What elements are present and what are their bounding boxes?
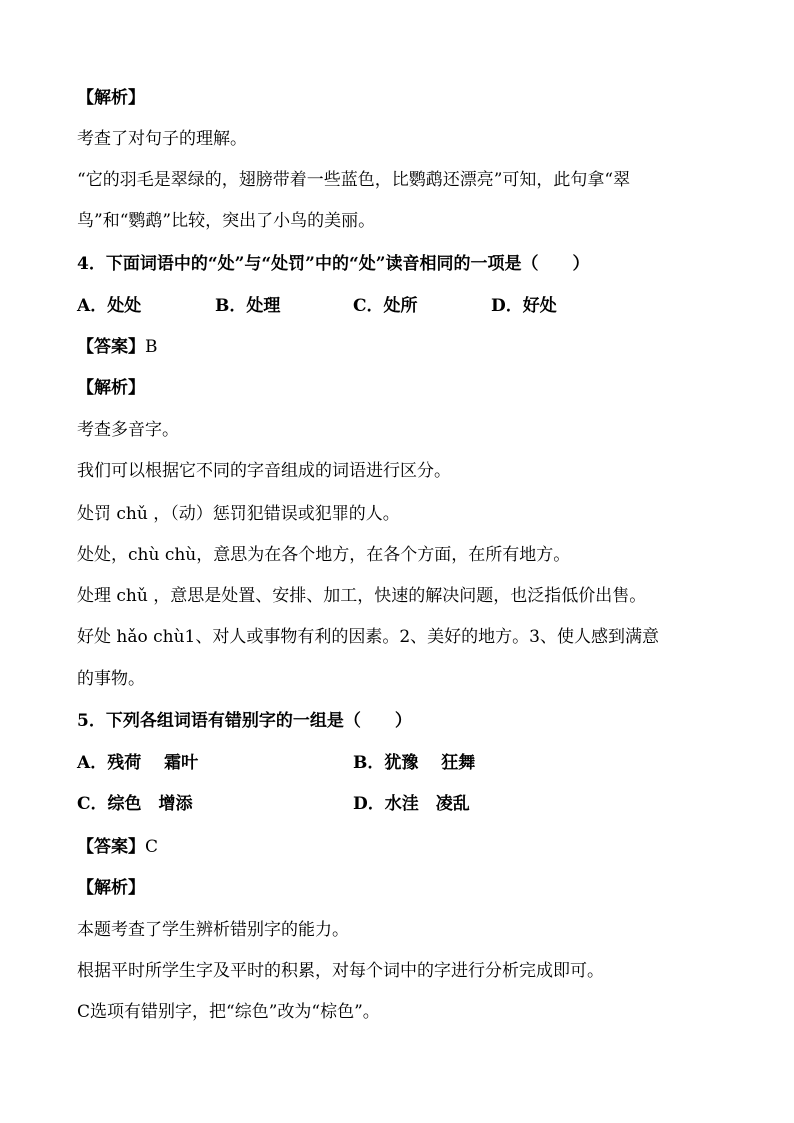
q3-analysis-line-1: 考查了对句子的理解。 <box>77 129 247 149</box>
q4-answer-value: B <box>145 337 158 357</box>
q5-option-d: D．水洼 凌乱 <box>353 794 470 814</box>
q3-analysis-line-2: “它的羽毛是翠绿的，翅膀带着一些蓝色，比鹦鹉还漂亮”可知，此句拿“翠 <box>77 170 631 190</box>
q5-answer <box>77 835 158 859</box>
q4-options <box>77 294 727 318</box>
q4-analysis-line-2: 我们可以根据它不同的字音组成的词语进行区分。 <box>77 461 451 481</box>
q4-analysis-line-6: 好处 hǎo chù1、对人或事物有利的因素。2、美好的地方。3、使人感到满意 <box>77 627 659 647</box>
q5-answer-label: 【答案】 <box>77 837 145 857</box>
q4-analysis-header: 【解析】 <box>77 378 145 398</box>
q3-analysis-header: 【解析】 <box>77 88 145 108</box>
q4-answer-label: 【答案】 <box>77 337 145 357</box>
q4-option-b: B．处理 <box>215 296 281 316</box>
q4-option-c: C．处所 <box>353 296 418 316</box>
q5-answer-value: C <box>145 837 159 857</box>
q3-analysis-line-3: 鸟”和“鹦鹉”比较，突出了小鸟的美丽。 <box>77 211 376 231</box>
q4-analysis-line-1: 考查多音字。 <box>77 420 179 440</box>
q5-options-row-2 <box>77 792 727 816</box>
q4-question: 4．下面词语中的“处”与“处罚”中的“处”读音相同的一项是（ ） <box>77 254 590 274</box>
q5-option-b: B．犹豫 狂舞 <box>353 753 476 773</box>
q4-option-d: D．好处 <box>491 296 557 316</box>
q4-analysis-line-4: 处处，chù chù，意思为在各个地方，在各个方面，在所有地方。 <box>77 545 571 565</box>
q5-analysis-line-3: C选项有错别字，把“综色”改为“棕色”。 <box>77 1002 380 1022</box>
q5-option-a: A．残荷 霜叶 <box>77 753 199 773</box>
q4-option-a: A．处处 <box>77 296 142 316</box>
q4-analysis-line-3: 处罚 chǔ ，（动）惩罚犯错误或犯罪的人。 <box>77 504 400 524</box>
q5-analysis-line-2: 根据平时所学生字及平时的积累，对每个词中的字进行分析完成即可。 <box>77 961 604 981</box>
q5-options-row-1 <box>77 751 727 775</box>
q4-analysis-line-5: 处理 chǔ ，意思是处置、安排、加工，快速的解决问题，也泛指低价出售。 <box>77 586 647 606</box>
q5-analysis-line-1: 本题考查了学生辨析错别字的能力。 <box>77 920 349 940</box>
q5-question: 5．下列各组词语有错别字的一组是（ ） <box>77 711 412 731</box>
q5-analysis-header: 【解析】 <box>77 878 145 898</box>
q5-option-c: C．综色 增添 <box>77 794 193 814</box>
q4-answer <box>77 335 158 359</box>
q4-analysis-line-7: 的事物。 <box>77 669 145 689</box>
